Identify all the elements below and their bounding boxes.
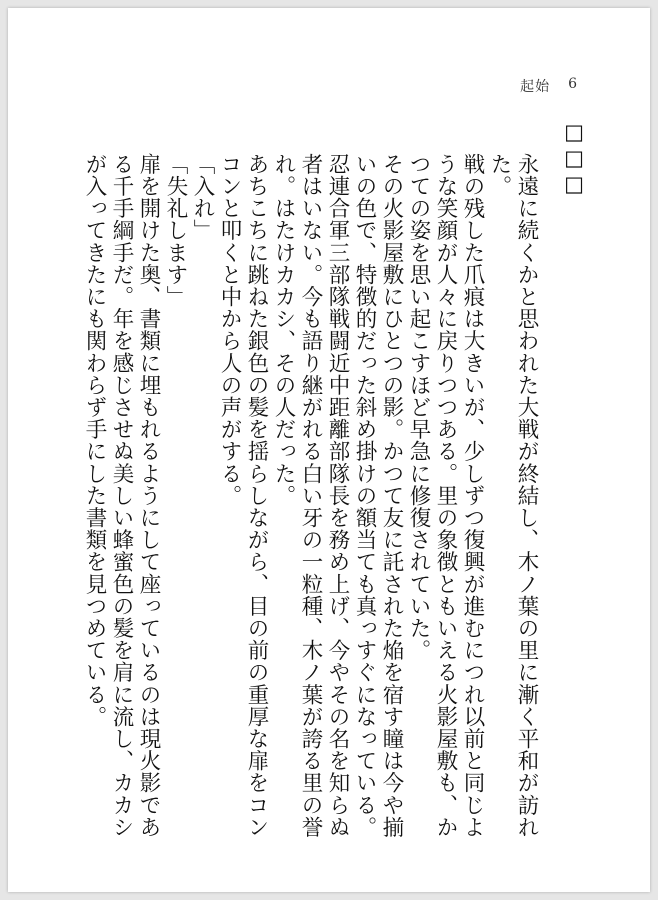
- page-number: 6: [568, 76, 578, 92]
- paragraph: あちこちに跳ねた銀色の髪を揺らしながら、目の前の重厚な扉をコンコンと叩くと中から人の声がする。: [217, 153, 269, 839]
- chapter-mark: □□□: [562, 120, 586, 198]
- paragraph: 扉を開けた奥、書類に埋もれるようにして座っているのは現火影である千手綱手だ。年を感じさせぬ美しい蜂蜜色の髪を肩に流し、カカシが入ってきたにも関わらず手にした書類を見つめている。: [82, 153, 161, 839]
- chapter-title: 起始: [520, 79, 551, 95]
- body-text: [82, 153, 540, 853]
- paragraph: 「失礼します」: [163, 153, 188, 308]
- paragraph: 「入れ」: [190, 153, 215, 242]
- paragraph: 永遠に続くかと思われた大戦が終結し、木ノ葉の里に漸く平和が訪れた。: [487, 153, 539, 839]
- running-header: [520, 76, 578, 96]
- paragraph: その火影屋敷にひとつの影。かつて友に託された焔を宿す瞳は今や揃いの色で、特徴的だった斜め掛けの額当ても真っすぐになっている。忍連合軍三部隊戦闘近中距離部隊長を務め上げ、今やその名を知らぬ者はいない。今も語り継がれる白い牙の一粒種、木ノ葉が誇る里の誉れ。はたけカカシ、その人だった。: [271, 153, 404, 839]
- book-page: [8, 8, 650, 892]
- paragraph: 戦の残した爪痕は大きいが、少しずつ復興が進むにつれ以前と同じような笑顔が人々に戻りつつある。里の象徴ともいえる火影屋敷も、かつての姿を思い起こすほど早急に修復されていた。: [406, 153, 485, 839]
